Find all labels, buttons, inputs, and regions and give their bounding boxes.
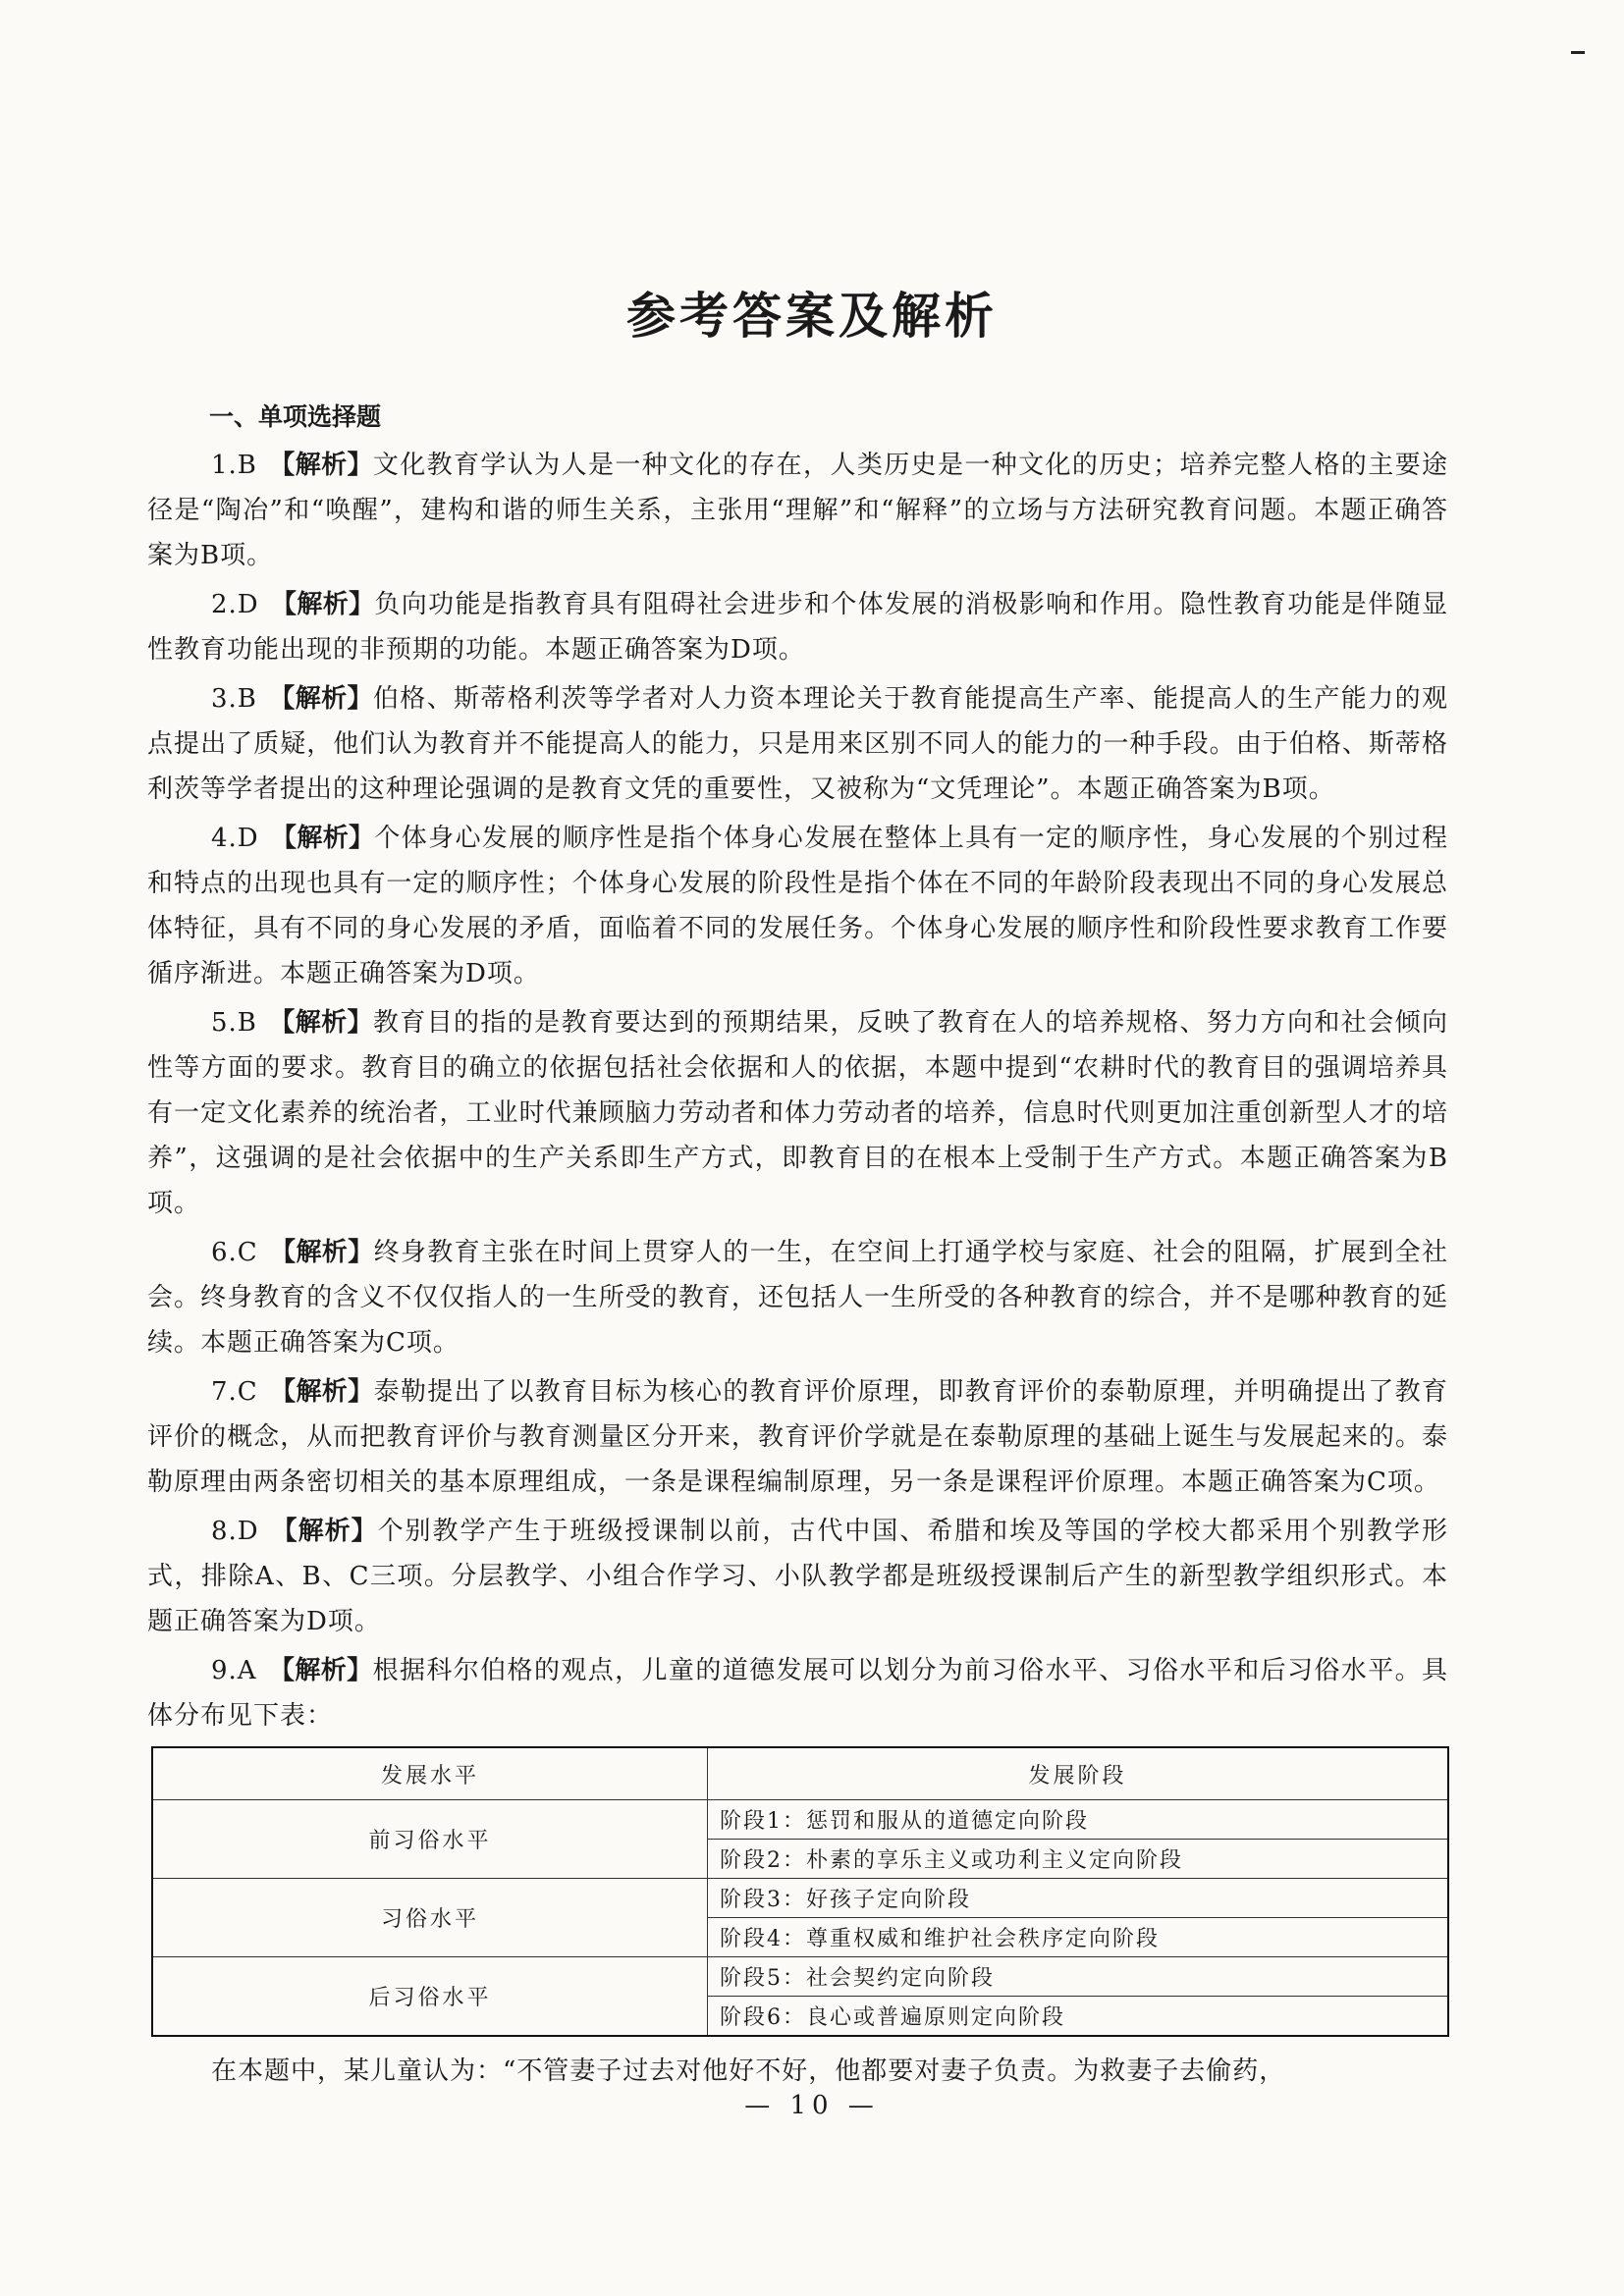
analysis-tag: 【解析】 [270,1517,378,1546]
answer-number: 2.D [211,590,259,619]
table-row [152,1879,1448,1918]
answer-number: 3.B [211,684,257,714]
page-title: 参考答案及解析 [626,287,998,345]
stage-cell: 阶段6：良心或普遍原则定向阶段 [708,1997,1449,2037]
stage-cell: 阶段5：社会契约定向阶段 [708,1957,1449,1997]
answer-text: 伯格、斯蒂格利茨等学者对人力资本理论关于教育能提高生产率、能提高人的生产能力的观点提出了质疑，他们认为教育并不能提高人的能力，只是用来区别不同人的能力的一种手段。由于伯格、斯蒂格利茨等学者提出的这种理论强调的是教育文凭的重要性，又被称为“文凭理论”。本题正确答案为B项。 [147,684,1448,804]
answer-item [147,676,1448,812]
answer-item [147,1369,1448,1505]
corner-mark [1571,51,1585,54]
development-table [151,1746,1449,2037]
continuation-paragraph: 在本题中，某儿童认为：“不管妻子过去对他好不好，他都要对妻子负责。为救妻子去偷药， [211,2056,1286,2086]
answer-text: 教育目的指的是教育要达到的预期结果，反映了教育在人的培养规格、努力方向和社会倾向性等方面的要求。教育目的确立的依据包括社会依据和人的依据，本题中提到“农耕时代的教育目的强调培养具有一定文化素养的统治者，工业时代兼顾脑力劳动者和体力劳动者的培养，信息时代则更加注重创新型人才的培养”，这强调的是社会依据中的生产关系即生产方式，即教育目的在根本上受制于生产方式。本题正确答案为B项。 [147,1008,1448,1218]
level-cell: 前习俗水平 [152,1800,708,1879]
answer-item [147,1230,1448,1365]
answer-item [147,1648,1448,1738]
analysis-tag: 【解析】 [268,451,373,480]
page-number: — 10 — [744,2091,880,2120]
answer-text: 根据科尔伯格的观点，儿童的道德发展可以划分为前习俗水平、习俗水平和后习俗水平。具体分布见下表： [147,1656,1448,1731]
answer-text: 个体身心发展的顺序性是指个体身心发展在整体上具有一定的顺序性，身心发展的个别过程和特点的出现也具有一定的顺序性；个体身心发展的阶段性是指个体在不同的年龄阶段表现出不同的身心发展总体特征，具有不同的身心发展的矛盾，面临着不同的发展任务。个体身心发展的顺序性和阶段性要求教育工作要循序渐进。本题正确答案为D项。 [147,824,1448,988]
section-heading: 一、单项选择题 [209,402,382,431]
stage-cell: 阶段2：朴素的享乐主义或功利主义定向阶段 [708,1840,1449,1879]
analysis-tag: 【解析】 [270,590,375,619]
analysis-tag: 【解析】 [269,1377,374,1407]
answer-text: 个别教学产生于班级授课制以前，古代中国、希腊和埃及等国的学校大都采用个别教学形式，排除A、B、C三项。分层教学、小组合作学习、小队教学都是班级授课制后产生的新型教学组织形式。本题正确答案为D项。 [147,1517,1448,1636]
answer-number: 9.A [211,1656,257,1685]
answer-item [147,1509,1448,1644]
table-row [152,1800,1448,1840]
analysis-tag: 【解析】 [268,684,373,714]
analysis-tag: 【解析】 [270,824,375,853]
answer-item [147,1000,1448,1226]
level-cell: 后习俗水平 [152,1957,708,2037]
answer-number: 6.C [211,1238,258,1267]
answer-item [147,816,1448,996]
table-row [152,1957,1448,1997]
answer-text: 文化教育学认为人是一种文化的存在，人类历史是一种文化的历史；培养完整人格的主要途径是“陶冶”和“唤醒”，建构和谐的师生关系，主张用“理解”和“解释”的立场与方法研究教育问题。本题正确答案为B项。 [147,451,1448,570]
analysis-tag: 【解析】 [269,1238,374,1267]
table-header-level: 发展水平 [152,1747,708,1800]
analysis-tag: 【解析】 [268,1008,373,1038]
table-header-stage: 发展阶段 [708,1747,1449,1800]
answer-number: 1.B [211,451,257,480]
answer-item [147,443,1448,578]
answer-list [147,443,1448,1738]
table-header-row [152,1747,1448,1800]
answer-number: 4.D [211,824,259,853]
stage-cell: 阶段1：惩罚和服从的道德定向阶段 [708,1800,1449,1840]
answer-text: 负向功能是指教育具有阻碍社会进步和个体发展的消极影响和作用。隐性教育功能是伴随显性教育功能出现的非预期的功能。本题正确答案为D项。 [147,590,1448,665]
answer-number: 8.D [211,1517,259,1546]
document-body [147,398,1448,2119]
answer-number: 5.B [211,1008,257,1038]
stage-cell: 阶段4：尊重权威和维护社会秩序定向阶段 [708,1918,1449,1957]
answer-text: 泰勒提出了以教育目标为核心的教育评价原理，即教育评价的泰勒原理，并明确提出了教育评价的概念，从而把教育评价与教育测量区分开来，教育评价学就是在泰勒原理的基础上诞生与发展起来的。泰勒原理由两条密切相关的基本原理组成，一条是课程编制原理，另一条是课程评价原理。本题正确答案为C项。 [147,1377,1448,1497]
level-cell: 习俗水平 [152,1879,708,1957]
analysis-tag: 【解析】 [268,1656,373,1685]
answer-text: 终身教育主张在时间上贯穿人的一生，在空间上打通学校与家庭、社会的阻隔，扩展到全社会。终身教育的含义不仅仅指人的一生所受的教育，还包括人一生所受的各种教育的综合，并不是哪种教育的延续。本题正确答案为C项。 [147,1238,1448,1358]
answer-item [147,582,1448,672]
answer-number: 7.C [211,1377,258,1407]
stage-cell: 阶段3：好孩子定向阶段 [708,1879,1449,1918]
